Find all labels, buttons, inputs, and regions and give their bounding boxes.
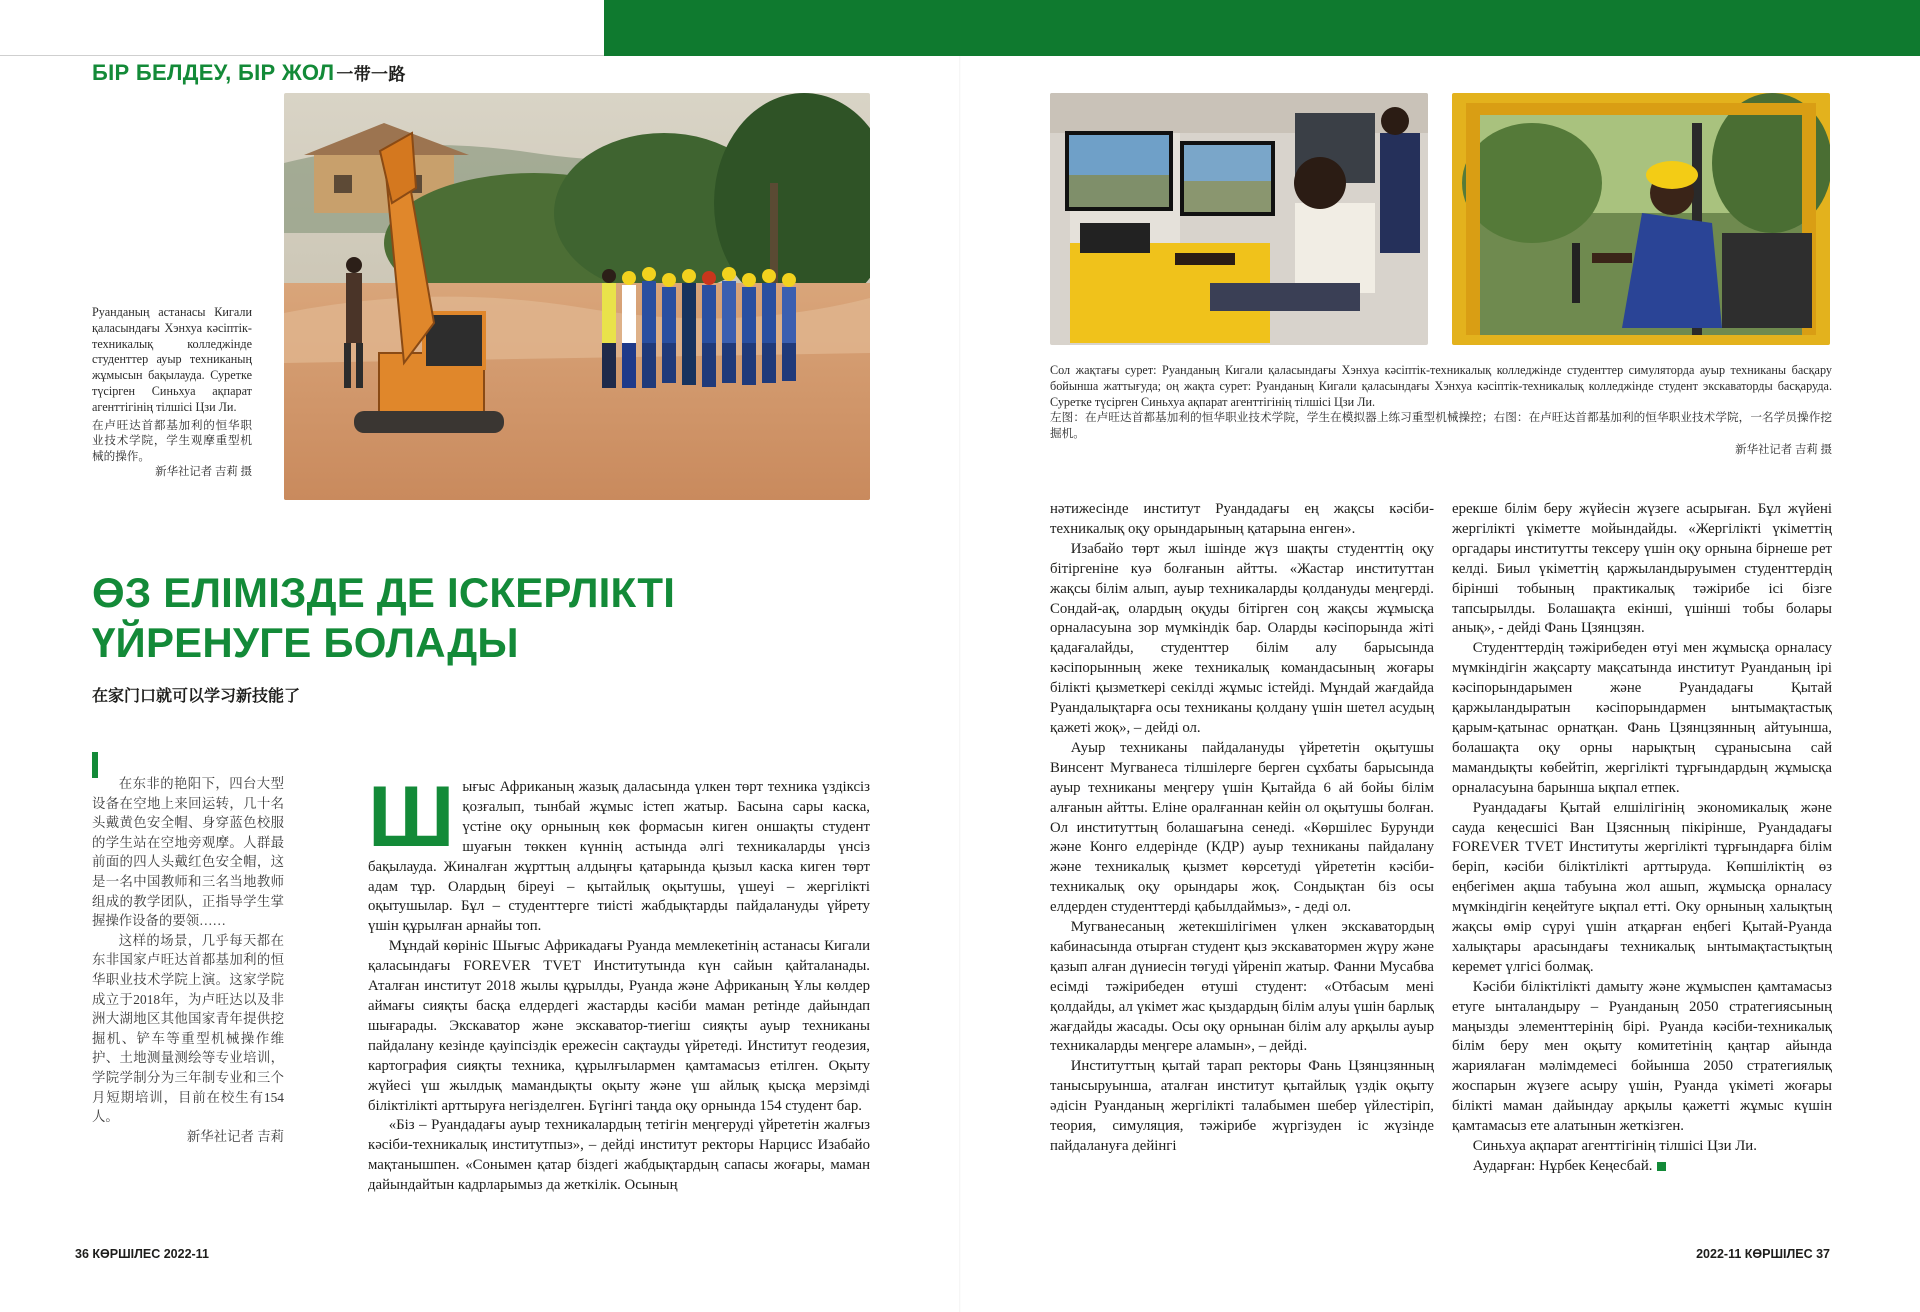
dropcap: Ш: [368, 769, 455, 865]
body-col2-p1: нәтижесінде институт Руандадағы ең жақсы кәсіби-техникалық оқу орындарының қатарына енген».: [1050, 501, 1434, 537]
article-subheadline-zh: 在家门口就可以学习新技能了: [92, 688, 301, 705]
photo-excavator-cabin: [1452, 93, 1830, 345]
caption-left: [92, 305, 252, 481]
intro-zh-credit: 新华社记者 吉莉: [186, 1128, 284, 1144]
end-mark: [1657, 1162, 1666, 1171]
caption-left-credit: 新华社记者 吉莉 摄: [155, 465, 252, 478]
body-col1-p2: Мұндай көрініс Шығыс Африкадағы Руанда мемлекетінің астанасы Кигали қаласындағы FOREVER TVET Институтында күн сайын қайталанады. Аталған институт 2018 жылы құрылды, Руанда және Африканың Ұлы көлдер аймағы сияқты басқа елдердегі жастарды кәсіби маман ретінде дайындап шығарады. Экскаватор және экскаватор-тиегіш сияқты ауыр техниканы пайдалану кезінде қауіпсіздік ережесін сақтауды үйретеді. Институт геодезия, картография сияқты техника, құрылғылармен қамтамасыз етілген. Оқыту жүйесі үш жылдық мамандықты оқыту және үш айлық қысқа мерзімді біліктілікті арттыруға негізделген. Бүгінгі таңда оқу орнында 154 студент бар.: [368, 938, 870, 1114]
intro-zh-p2: 这样的场景，几乎每天都在东非国家卢旺达首都基加利的恒华职业技术学院上演。这家学院成立于2018年，为卢旺达以及非洲大湖地区其他国家青年提供挖掘机、铲车等重型机械操作维护、土地测量测绘等专业培训，学院学制分为三年制专业和三个月短期培训，目前在校生有154人。: [92, 932, 284, 1125]
excavator-site-illustration: [284, 93, 870, 500]
section-label: [92, 60, 406, 86]
caption-right-zh: 左图：在卢旺达首都基加利的恒华职业技术学院，学生在模拟器上练习重型机械操控；右图：在卢旺达首都基加利的恒华职业技术学院，一名学员操作挖掘机。: [1050, 411, 1832, 440]
body-col1-p3: «Біз – Руандадағы ауыр техникалардың тетігін меңгеруді үйрететін жалғыз кәсіби-техникалық институтпыз», – дейді институт ректоры Нарцисс Изабайо мақтанышпен. «Сонымен қатар біздегі жабдықтардың сапасы жоғары, маман дайындайтын кадрларымыз да жеткілік. Осының: [368, 1117, 870, 1194]
body-col1-p1-text: ығыс Африканың жазық даласында үлкен төрт техника үздіксіз қозғалып, тынбай жұмыс істеп жатыр. Басына сары каска, үстіне оқу орнының көк формасын киген оншақты студент шуағын төккен күннің астында әлгі техникаларды үнсіз бақылауда. Жиналған жұрттың алдыңғы қатарында қызыл каска киген төрт адам тұр. Олардың біреуі – қытайлық оқытушы, үшеуі – жергілікті оқытушылар. Бұл – студенттерге тиісті жабдықтарды пайдалануды үйрету үшін құрылған арнайы топ.: [368, 779, 870, 935]
caption-right: [1050, 362, 1832, 458]
top-rule-left: [0, 0, 604, 56]
body-col2-p5: Институттың қытай тарап ректоры Фань Цзянцзянның танысыруынша, аталған институт қытайлық үздік оқыту әдісін Руанданың жергілікті талабымен шебер үйлестіріп, теория, симуляция, тәжірибе жүргізуден іс жүзінде пайдалануға дейінгі: [1050, 1058, 1434, 1154]
article-headline: ӨЗ ЕЛІМІЗДЕ ДЕ ІСКЕРЛІКТІ ҮЙРЕНУГЕ БОЛАДЫ: [92, 569, 676, 666]
body-column-3: [1452, 500, 1832, 1177]
caption-left-text: Руанданың астанасы Кигали қаласындағы Хэнхуа кәсіптік-техникалық колледжінде студенттер ауыр техниканың жұмысын бақылауда. Суретке түсірген Синьхуа ақпарат агенттігінің тілшісі Цзи Ли.: [92, 305, 252, 414]
body-col3-p3: Руандадағы Қытай елшілігінің экономикалық және сауда кеңесшісі Ван Цзяснның пікірінше, Руандадағы FOREVER TVET Институты жергілікті тұрғындарға білім беріп, кәсіби біліктілікті арттыруда. Көпшіліктің өз еңбегімен ақша табуына жол ашып, жұмысқа орналасу мүмкіндігін кеңейтуге ықпал етті. Оку орнының халықтың жақсы өмір сүруі үшін атқарған еңбегі Қытай-Руанда халықтары арасындағы техникалық ынтымақтастықтың керемет үлгісі болмақ.: [1452, 799, 1832, 975]
section-label-zh: 一带一路: [336, 65, 406, 84]
photo-excavator-site: [284, 93, 870, 500]
simulator-illustration: [1050, 93, 1428, 345]
body-column-1: [368, 769, 870, 1196]
cabin-illustration: [1452, 93, 1830, 345]
intro-zh: [92, 774, 284, 1146]
section-label-kz: БІР БЕЛДЕУ, БІР ЖОЛ: [92, 60, 335, 85]
caption-right-credit: 新华社记者 吉莉 摄: [1735, 444, 1832, 456]
translator-text: Аударған: Нұрбек Кеңесбай.: [1472, 1157, 1653, 1174]
body-col3-translator: [1452, 1157, 1832, 1177]
caption-right-text: Сол жақтағы сурет: Руанданың Кигали қаласындағы Хэнхуа кәсіптік-техникалық колледжінде студенттер симуляторда ауыр техниканы басқару бойынша жаттығуда; оң жақта сурет: Руанданың Кигали қаласындағы Хэнхуа кәсіптік-техникалық колледжінде студент экскаваторды басқаруда. Суретке түсірген Синьхуа ақпарат агенттігінің тілшісі Цзи Ли.: [1050, 363, 1832, 409]
body-col2-p2: Изабайо төрт жыл ішінде жүз шақты студенттің оқу бітіргеніне куә болғанын айтты. «Жастар институттан жақсы білім алып, ауыр техникаларды қолдануды меңгерді. Сондай-ақ, олардың оқуды бітірген соң жақсы жұмысқа орналасуына зор мүмкіндік бар. Оларды кәсіпорында жіті қадағалайды, студенттер білім алу барысында кәсіпорынның жеке техникалық командасының жоғары білікті қызметкері секілді жұмыс істейді. Мұндай жағдайда Руандалықтарға осы техниканы қолдану үшін шетел асудың қажеті жоқ», – дейді ол.: [1050, 540, 1434, 736]
caption-left-zh: 在卢旺达首都基加利的恒华职业技术学院，学生观摩重型机械的操作。: [92, 418, 252, 464]
body-column-2: [1050, 500, 1434, 1157]
body-col3-p1: ерекше білім беру жүйесін жүзеге асырыған. Бұл жүйені жергілікті үкіметте мойындайды. «Жергілікті үкіметтің оргадары институтты тексеру үшін оқу орнына бірнеше рет келді. Биыл үкіметтің қаржыландыруымен студенттердің бірінші тобының практикалық тәжірибе ісі бізге тапсырылды. Болашақта екінші, үшінші тобы болары анық», - дейді Фань Цзянцзян.: [1452, 501, 1832, 637]
photo-simulator: [1050, 93, 1428, 345]
body-col2-p3: Ауыр техниканы пайдалануды үйрететін оқытушы Винсент Мугванеса тілшілерге берген сұхбаты барысында ауыр техниканы меңгеру үшін Қытайда 6 ай бойы білім алғанын айтты. Еліне оралғаннан кейін ол оқытушы болған. Ол институттың болашағына сенеді. «Көршілес Бурунди және Конго елдерінде (КДР) ауыр техниканы пайдалану және техникалық қызмет көрсетуді үйрететін кәсіби-техникалық оқу орындары жоқ. Сондықтан біз осы елдерден студенттерді қабылдаймыз», - деді ол.: [1050, 739, 1434, 916]
body-col1-p1: [368, 769, 870, 937]
body-col3-byline: Синьхуа ақпарат агенттігінің тілшісі Цзи Ли.: [1472, 1138, 1757, 1154]
body-col2-p4: Мугванесаның жетекшілігімен үлкен экскаватордың кабинасында отырған студент қыз экскаватормен жүру және қазып алған дүниесін төгуді үйреніп жатыр. Фанни Мусабва есімді тәжірибеден өтуші студент: «Отбасым мені қолдайды, ал үкімет жас қыздардың білім алуы үшін барлық жағдайды жасады. Осы оқу орнынан білім алу арқылы ауыр техникаларды меңгере аламын», – дейді.: [1050, 919, 1434, 1055]
body-col3-p2: Студенттердің тәжірибеден өтуі мен жұмысқа орналасу мүмкіндігін жақсарту мақсатында институт Руанданың ірі кәсіпорындарымен және Руандадағы Қытай қаржыландыратын кәсіпорындармен ынтымақтастық қарым-қатынас орнатқан. Фань Цзянцзянның айтуынша, болашақта оқу орны нарықтың сұранысына сай мамандықты көбейтіп, жергілікті тұрғындардың жұмысқа орналасуына барынша ықпал етпек.: [1452, 640, 1832, 796]
folio-left: 36 КӨРШІЛЕС 2022-11: [75, 1247, 209, 1261]
intro-zh-p1: 在东非的艳阳下，四台大型设备在空地上来回运转，几十名头戴黄色安全帽、身穿蓝色校服的学生站在空地旁观摩。人群最前面的四人头戴红色安全帽，这是一名中国教师和三名当地教师组成的教学团队，正指导学生掌握操作设备的要领……: [92, 776, 284, 929]
body-col3-p4: Кәсіби біліктілікті дамыту және жұмыспен қамтамасыз етуге ынталандыру – Руанданың 2050 стратегиясының маңызды элементтерінің бірі. Руанда кәсіби-техникалық білім беру мен оқыту комитетінің қаңтар айында жариялаған мәлімдемесі бойынша 2050 стратегиялық жоспарын жүзеге асыру үшін, Руанда үкіметі жоғары білікті маман дайындау арқылы қажетті жұмыс күшін қамтамасыз ете алатынын жеткізген.: [1452, 978, 1832, 1135]
folio-right: 2022-11 КӨРШІЛЕС 37: [1696, 1247, 1830, 1261]
top-green-bar: [604, 0, 1920, 56]
page-gutter: [959, 56, 961, 1312]
